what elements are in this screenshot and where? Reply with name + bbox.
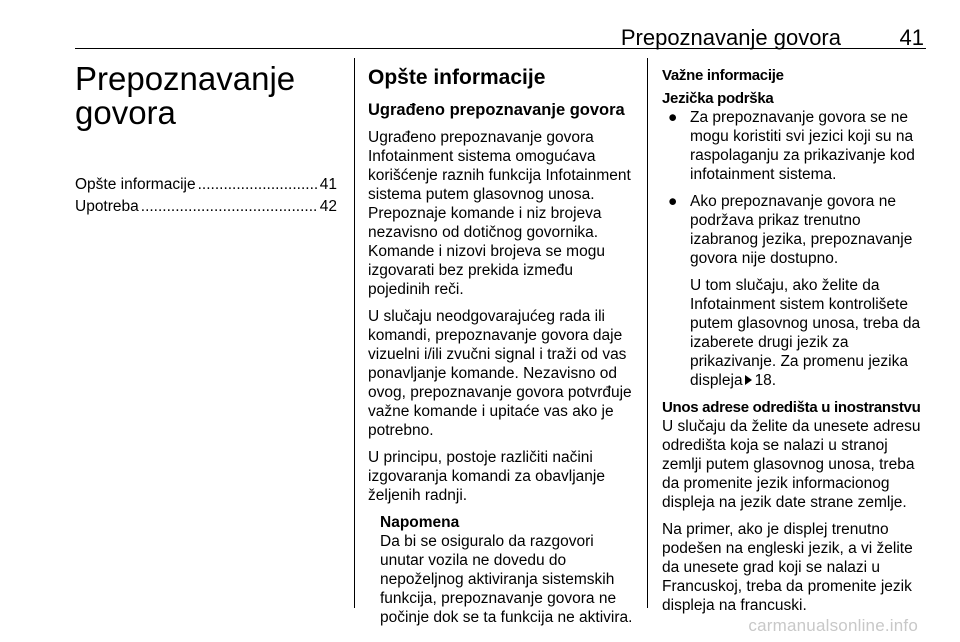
- page-header: [75, 0, 926, 49]
- chapter-toc: [75, 174, 337, 218]
- paragraph: Na primer, ako je displej trenutno podešen na engleski jezik, a vi želite da unesete grad koji se nalazi u Francuskoj, treba da promenite jezik displeja na francuski.: [662, 521, 913, 614]
- bullet-list: [662, 108, 928, 390]
- page-number: 41: [899, 25, 924, 50]
- column-divider: [647, 58, 648, 608]
- language-support-heading: Jezička podrška: [662, 90, 774, 107]
- toc-entry[interactable]: [75, 196, 337, 218]
- bullet-text: Za prepoznavanje govora se ne mogu koristiti svi jezici koji su na raspolaganju za prikazivanje kod infotainment sistema.: [690, 109, 915, 183]
- bullet-text-span: U tom slučaju, ako želite da Infotainment sistem kontrolišete putem glasovnog unosa, treba da izaberete drugi jezik za prikazivanje. Za promenu jezika displeja: [690, 277, 921, 389]
- toc-entry-page: 42: [319, 198, 337, 215]
- foreign-destination-heading: Unos adrese odredišta u inostranstvu: [662, 399, 921, 416]
- toc-leader: [141, 196, 318, 218]
- bullet-text: [690, 276, 928, 390]
- watermark: carmanualsonline.info: [748, 616, 918, 635]
- paragraph: U principu, postoje različiti načini izgovaranja komandi za obavljanje željenih radnji.: [368, 449, 605, 504]
- bullet-text: Ako prepoznavanje govora ne podržava prikaz trenutno izabranog jezika, prepoznavanje govora nije dostupno.: [690, 193, 913, 267]
- note-title: Napomena: [380, 514, 460, 531]
- toc-leader: [198, 174, 318, 196]
- general-info-column: [368, 60, 636, 627]
- paragraph: U slučaju da želite da unesete adresu odredišta koja se nalazi u stranoj zemlji putem glasovnog unosa, treba da promenite jezik informacionog displeja na jezik date strane zemlje.: [662, 418, 921, 511]
- section-heading: Opšte informacije: [368, 66, 546, 89]
- subsection-heading: Ugrađeno prepoznavanje govora: [368, 101, 625, 119]
- page-reference[interactable]: 18.: [754, 372, 777, 389]
- toc-entry-page: 41: [319, 176, 337, 193]
- bullet-dot: ●: [668, 109, 678, 126]
- toc-entry-label: Upotreba: [75, 198, 139, 215]
- bullet-item: [662, 192, 928, 390]
- note-text: Da bi se osiguralo da razgovori unutar vozila ne dovedu do nepoželjnog aktiviranja sistemskih funkcija, prepoznavanje govora ne počinje dok se ta funkcija ne aktivira.: [380, 533, 633, 626]
- chapter-column: [75, 60, 337, 218]
- bullet-item: [662, 108, 928, 184]
- note-box: [380, 513, 636, 627]
- toc-entry-label: Opšte informacije: [75, 176, 196, 193]
- chapter-title: Prepoznavanje govora: [75, 60, 296, 131]
- column-divider: [354, 58, 355, 608]
- important-info-column: [662, 66, 928, 623]
- running-title: Prepoznavanje govora: [620, 25, 841, 50]
- page-reference-icon: [745, 375, 752, 385]
- important-heading: Važne informacije: [662, 67, 784, 84]
- bullet-dot: ●: [668, 193, 678, 210]
- paragraph: Ugrađeno prepoznavanje govora Infotainment sistema omogućava korišćenje raznih funkcija Infotainment sistema putem glasovnog unosa. Prepoznaje komande i niz brojeva nezavisno od dotičnog govornika. Komande i nizovi brojeva se mogu izgovarati bez prekida između pojedinih reči.: [368, 129, 631, 298]
- paragraph: U slučaju neodgovarajućeg rada ili komandi, prepoznavanje govora daje vizuelni i/ili zvučni signal i traži od vas ponavljanje komande. Nezavisno od ovog, prepoznavanje govora potvrđuje važne komande i upitaće vas ako je potrebno.: [368, 308, 632, 439]
- toc-entry[interactable]: [75, 174, 337, 196]
